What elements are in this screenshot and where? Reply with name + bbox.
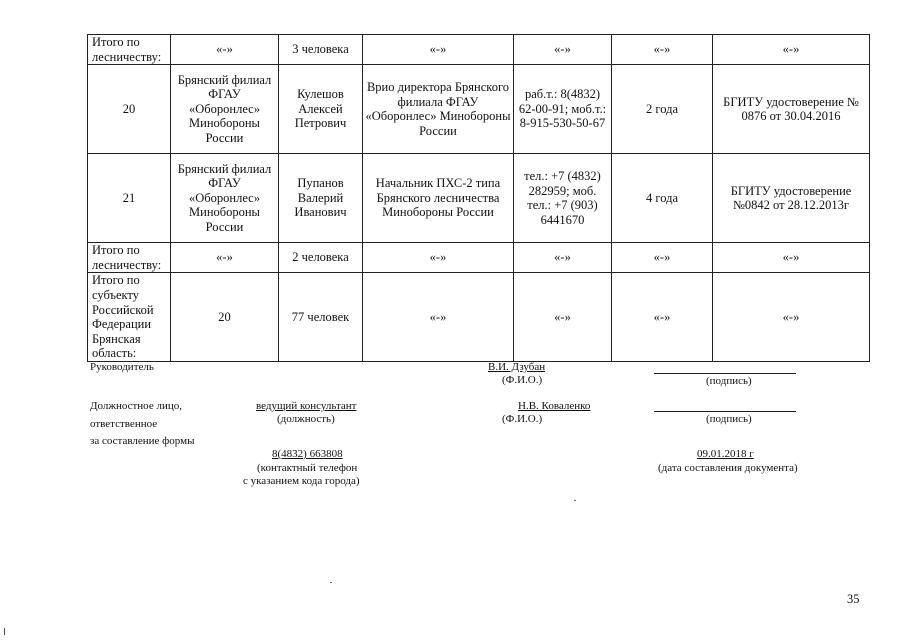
- table-row-20: [88, 65, 870, 154]
- summary-cell: «-»: [514, 243, 612, 273]
- position-cell: Врио директора Брянского филиала ФГАУ «Оборонлес» Минобороны России: [363, 65, 514, 154]
- head-sign-caption: (подпись): [706, 375, 752, 387]
- document-date: 09.01.2018 г: [697, 448, 754, 460]
- summary-row-forestry-1: [88, 35, 870, 65]
- head-signature-line: [654, 373, 796, 374]
- summary-label: Итого по лесничеству:: [88, 35, 171, 65]
- official-fio-caption: (Ф.И.О.): [502, 413, 543, 425]
- scan-speck: [574, 500, 576, 501]
- head-fio-caption: (Ф.И.О.): [502, 374, 543, 386]
- summary-cell: «-»: [514, 273, 612, 362]
- scan-speck: [330, 582, 332, 583]
- head-name: В.И. Дзубан: [488, 361, 546, 373]
- summary-label: Итого по субъекту Российской Федерации Брянская область:: [88, 273, 171, 362]
- scan-mark: [4, 628, 5, 635]
- organization-cell: Брянский филиал ФГАУ «Оборонлес» Минобороны России: [171, 65, 279, 154]
- summary-people-count: 77 человек: [279, 273, 363, 362]
- position-cell: Начальник ПХС-2 типа Брянского лесничества Минобороны России: [363, 154, 514, 243]
- summary-cell: «-»: [171, 35, 279, 65]
- official-name: Н.В. Коваленко: [518, 400, 591, 412]
- official-label-line1: Должностное лицо,: [90, 400, 182, 412]
- page-number: 35: [847, 592, 860, 606]
- summary-cell: «-»: [713, 243, 870, 273]
- table-row-21: [88, 154, 870, 243]
- date-caption: (дата составления документа): [658, 462, 798, 474]
- row-number: 20: [88, 65, 171, 154]
- official-position: ведущий консультант: [256, 400, 357, 412]
- summary-cell: «-»: [363, 35, 514, 65]
- summary-people-count: 2 человека: [279, 243, 363, 273]
- personnel-table: [87, 34, 870, 362]
- position-caption: (должность): [277, 413, 335, 425]
- summary-cell: «-»: [171, 243, 279, 273]
- organization-cell: Брянский филиал ФГАУ «Оборонлес» Минобороны России: [171, 154, 279, 243]
- experience-cell: 2 года: [612, 65, 713, 154]
- summary-cell: «-»: [363, 243, 514, 273]
- summary-cell: «-»: [713, 35, 870, 65]
- summary-label: Итого по лесничеству:: [88, 243, 171, 273]
- contact-phone: 8(4832) 663808: [272, 448, 343, 460]
- summary-cell: 20: [171, 273, 279, 362]
- certificate-cell: БГИТУ удостоверение №0842 от 28.12.2013г: [713, 154, 870, 243]
- summary-people-count: 3 человека: [279, 35, 363, 65]
- phone-caption-line1: (контактный телефон: [257, 462, 358, 474]
- phone-caption-line2: с указанием кода города): [243, 475, 360, 487]
- official-label-line2: ответственное: [90, 418, 158, 430]
- summary-cell: «-»: [363, 273, 514, 362]
- official-sign-caption: (подпись): [706, 413, 752, 425]
- summary-row-subject: [88, 273, 870, 362]
- person-name-cell: Пупанов Валерий Иванович: [279, 154, 363, 243]
- official-label-line3: за составление формы: [90, 435, 195, 447]
- certificate-cell: БГИТУ удостоверение № 0876 от 30.04.2016: [713, 65, 870, 154]
- summary-cell: «-»: [612, 273, 713, 362]
- summary-cell: «-»: [612, 243, 713, 273]
- head-label: Руководитель: [90, 361, 154, 373]
- summary-cell: «-»: [612, 35, 713, 65]
- row-number: 21: [88, 154, 171, 243]
- summary-row-forestry-2: [88, 243, 870, 273]
- summary-cell: «-»: [713, 273, 870, 362]
- phone-cell: раб.т.: 8(4832) 62-00-91; моб.т.: 8-915-530-50-67: [514, 65, 612, 154]
- official-signature-line: [654, 411, 796, 412]
- person-name-cell: Кулешов Алексей Петрович: [279, 65, 363, 154]
- experience-cell: 4 года: [612, 154, 713, 243]
- phone-cell: тел.: +7 (4832) 282959; моб. тел.: +7 (903) 6441670: [514, 154, 612, 243]
- summary-cell: «-»: [514, 35, 612, 65]
